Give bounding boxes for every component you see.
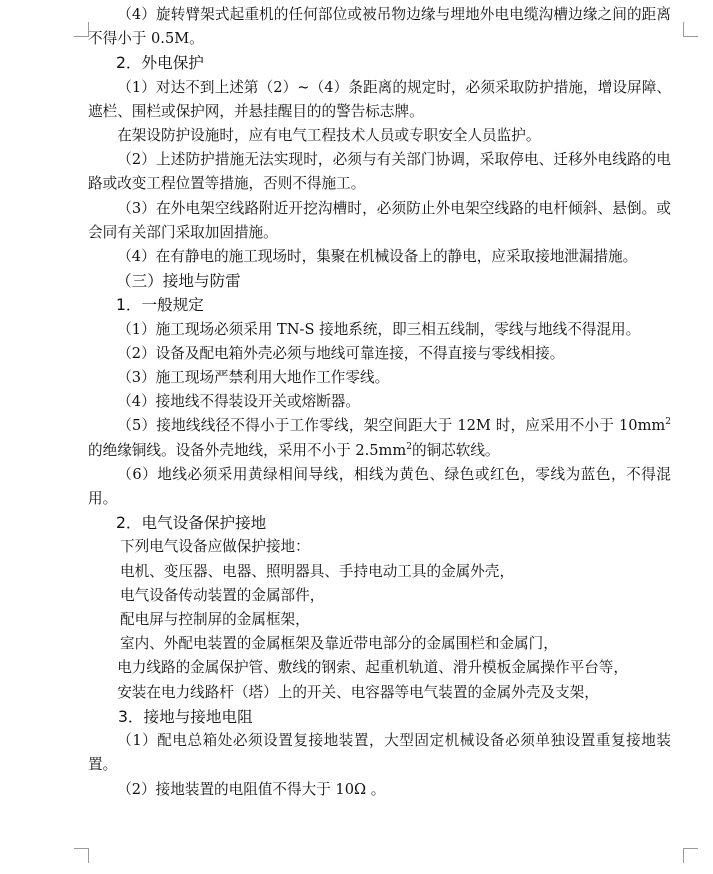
page-corner-mark-top-left [74,22,89,37]
paragraph: 室内、外配电装置的金属框架及靠近带电部分的金属围栏和金属门， [120,635,558,653]
superscript: 2 [665,417,671,428]
paragraph: （1）施工现场必须采用 TN-S 接地系统，即三相五线制，零线与地线不得混用。 [117,320,641,338]
section-heading: 1．一般规定 [116,296,204,315]
paragraph: （2）接地装置的电阻值不得大于 10Ω 。 [117,780,386,798]
paragraph: 配电屏与控制屏的金属框架， [120,611,310,629]
paragraph: （4）接地线不得装设开关或熔断器。 [117,393,360,411]
paragraph: （4）旋转臂架式起重机的任何部位或被吊物边缘与埋地外电电缆沟槽边缘之间的距离不得小于 0.5M。 [88,6,671,48]
section-heading: 3．接地与接地电阻 [118,707,253,726]
paragraph: 电力线路的金属保护管、敷线的钢索、起重机轨道、滑升模板金属操作平台等， [117,659,628,677]
page-corner-mark-top-right [683,22,698,37]
paragraph-text: 的铜芯软线。 [411,441,500,459]
paragraph-text: （5）接地线线径不得小于工作零线，架空间距大于 12M 时，应采用不小于 10mm [117,417,666,435]
page-corner-mark-bottom-right [683,848,698,863]
paragraph: 安装在电力线路杆（塔）上的开关、电容器等电气装置的金属外壳及支架， [117,683,599,701]
paragraph: （1）配电总箱处必须设置复接地装置，大型固定机械设备必须单独设置重复接地装置。 [88,732,671,774]
paragraph: 电气设备传动装置的金属部件， [120,586,325,604]
paragraph: 电机、变压器、电器、照明器具、手持电动工具的金属外壳， [120,562,515,580]
paragraph: （3）施工现场严禁利用大地作工作零线。 [117,369,390,387]
paragraph: 下列电气设备应做保护接地： [120,538,310,556]
paragraph: （4）在有静电的施工现场时，集聚在机械设备上的静电，应采取接地泄漏措施。 [117,248,638,266]
paragraph-text: 的绝缘铜线。设备外壳地线，采用不小于 2.5mm [88,441,407,459]
page-corner-mark-bottom-left [74,848,89,863]
paragraph: （2）设备及配电箱外壳必须与地线可靠连接，不得直接与零线相接。 [117,344,565,362]
paragraph: （3）在外电架空线路附近开挖沟槽时，必须防止外电架空线路的电杆倾斜、悬倒。或会同有关部门采取加固措施。 [88,199,671,241]
paragraph [88,414,671,462]
section-heading: 2．电气设备保护接地 [116,514,267,533]
document-body [88,3,671,802]
paragraph: 在架设防护设施时，应有电气工程技术人员或专职安全人员监护。 [117,127,541,145]
paragraph: （6）地线必须采用黄绿相间导线，相线为黄色、绿色或红色，零线为蓝色，不得混用。 [88,465,671,508]
paragraph: （1）对达不到上述第（2）~（4）条距离的规定时，必须采取防护措施，增设屏障、遮栏、围栏或保护网，并悬挂醒目的的警告标志牌。 [88,78,671,120]
paragraph: （2）上述防护措施无法实现时，必须与有关部门协调，采取停电、迁移外电线路的电路或改变工程位置等措施，否则不得施工。 [88,151,671,193]
section-heading: 2．外电保护 [116,54,204,73]
section-heading: （三）接地与防雷 [116,272,241,291]
superscript: 2 [406,441,412,452]
